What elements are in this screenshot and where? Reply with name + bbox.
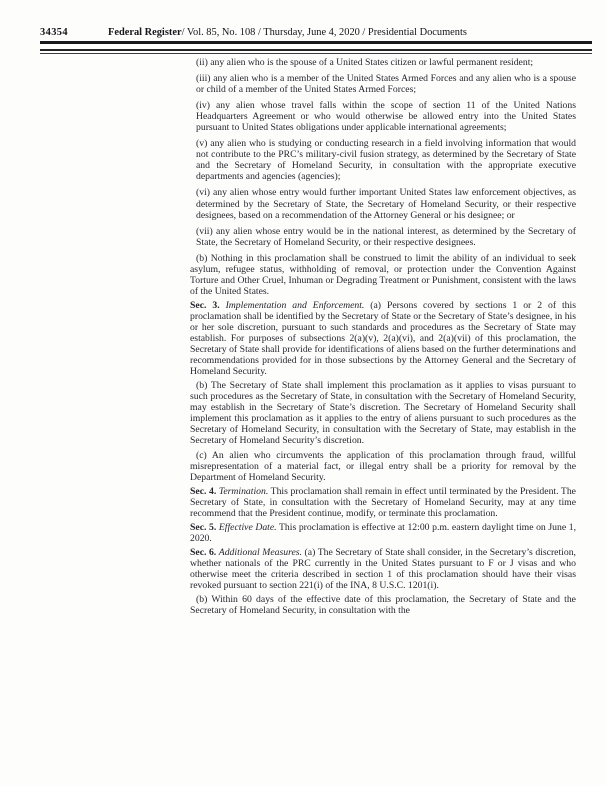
section-label: Sec. 3. [190,299,220,311]
body-paragraph: (vii) any alien whose entry would be in the national interest, as determined by the Secretary of State, the Secretary of Homeland Security, or their respective designees. [196,225,576,248]
header-rule-thick [40,41,592,44]
header-rule-double [40,49,592,54]
masthead-info: / Vol. 85, No. 108 / Thursday, June 4, 2020 / Presidential Documents [181,27,467,38]
body-paragraph: (ii) any alien who is the spouse of a United States citizen or lawful permanent resident; [196,57,534,68]
body-paragraph: (v) any alien who is studying or conducting research in a field involving information that would not contribute to the PRC’s military-civil fusion strategy, as determined by the Secretary of State and the Secretary of Homeland Security, in consultation with the appropriate executive departments and agencies (agencies); [196,138,576,183]
section-paragraph: Sec. 6. Additional Measures. (a) The Secretary of State shall consider, in the Secretary’s discretion, whether nationals of the PRC currently in the United States pursuant to F or J visas and who otherwise meet the criteria described in section 1 of this proclamation should have their visas revoked pursuant to section 221(i) of the INA, 8 U.S.C. 1201(i). [190,546,576,592]
page-number: 34354 [40,27,68,38]
section-paragraph: Sec. 3. Implementation and Enforcement. (a) Persons covered by sections 1 or 2 of this proclamation shall be identified by the Secretary of State or the Secretary of State’s designee, in his or her sole discretion, pursuant to such standards and procedures as the Secretary of State may establish. For purposes of subsections 2(a)(v), 2(a)(vi), and 2(a)(vii) of this proclamation, the Secretary of State shall provide for identifications of aliens based on the further determinations and recommendations provided for in those subsections by the Attorney General and the Secretary of Homeland Security. [190,299,576,378]
document-body [190,57,576,619]
section-title: Effective Date. [218,521,277,533]
body-paragraph: (c) An alien who circumvents the application of this proclamation through fraud, willful misrepresentation of a material fact, or illegal entry shall be a priority for removal by the Department of Homeland Security. [190,449,576,483]
section-title: Implementation and Enforcement. [225,299,365,311]
section-label: Sec. 5. [190,521,217,533]
section-paragraph: Sec. 5. Effective Date. This proclamation is effective at 12:00 p.m. eastern daylight time on June 1, 2020. [190,521,576,544]
section-title: Additional Measures. [218,546,302,558]
body-paragraph: (iv) any alien whose travel falls within the scope of section 11 of the United Nations Headquarters Agreement or who would otherwise be allowed entry into the United States pursuant to United States obligations under applicable international agreements; [196,100,576,134]
journal-name: Federal Register [107,27,182,38]
body-paragraph: (vi) any alien whose entry would further important United States law enforcement objectives, as determined by the Secretary of State, the Secretary of Homeland Security, or their respective designees, based on a recommendation of the Attorney General or his designee; or [196,187,576,221]
body-paragraph: (b) Nothing in this proclamation shall be construed to limit the ability of an individual to seek asylum, refugee status, withholding of removal, or protection under the Convention Against Torture and Other Cruel, Inhuman or Degrading Treatment or Punishment, consistent with the laws of the United States. [190,252,576,297]
section-paragraph: Sec. 4. Termination. This proclamation shall remain in effect until terminated by the President. The Secretary of State, in consultation with the Secretary of Homeland Security, may at any time recommend that the President continue, modify, or terminate this proclamation. [190,485,576,519]
body-paragraph: (iii) any alien who is a member of the United States Armed Forces and any alien who is a spouse or child of a member of the United States Armed Forces; [196,73,576,96]
body-paragraph: (b) The Secretary of State shall implement this proclamation as it applies to visas pursuant to such procedures as the Secretary of State, in consultation with the Secretary of Homeland Security, may establish in the Secretary of State’s discretion. The Secretary of Homeland Security shall implement this proclamation as it applies to the entry of aliens pursuant to such procedures as the Secretary of Homeland Security, in consultation with the Secretary of State, may establish in the Secretary of Homeland Security’s discretion. [190,380,576,447]
section-label: Sec. 6. [190,546,217,558]
masthead [40,27,590,39]
body-paragraph: (b) Within 60 days of the effective date of this proclamation, the Secretary of State and the Secretary of Homeland Security, in consultation with the [190,594,576,617]
section-label: Sec. 4. [190,485,217,497]
section-title: Termination. [218,485,269,497]
